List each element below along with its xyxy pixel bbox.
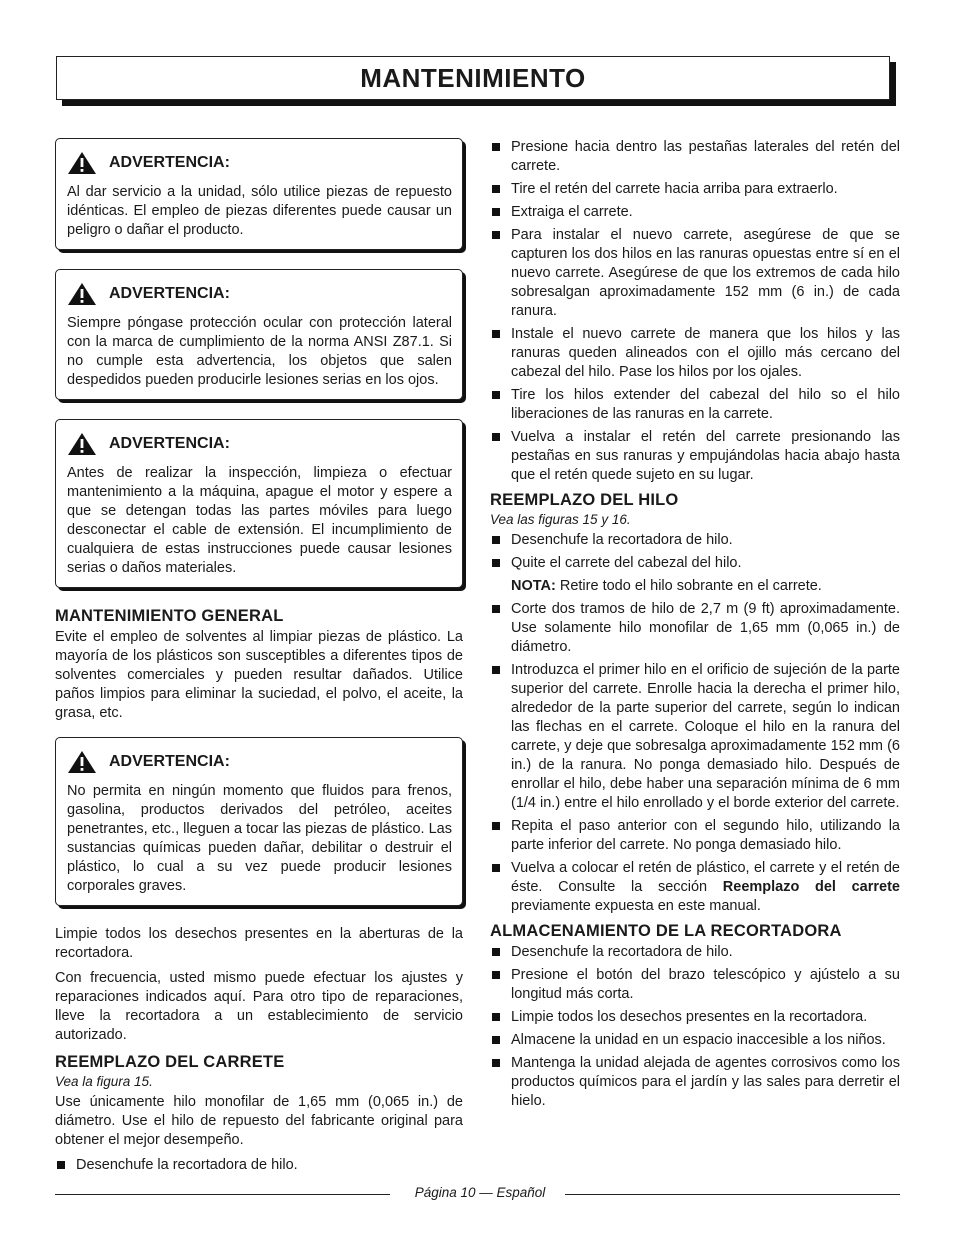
list-item: Extraiga el carrete. bbox=[490, 203, 900, 222]
warning-text: Siempre póngase protección ocular con protección lateral con la marca de cumplimiento de la norma ANSI Z87.1. Si no cumple esta advertencia, los objetos que salen despedidos pueden producirle lesiones serias en los ojos. bbox=[67, 315, 452, 388]
warning-triangle-icon bbox=[67, 282, 97, 306]
almacenamiento-steps bbox=[490, 943, 900, 1111]
warning-box-4 bbox=[55, 737, 463, 906]
warning-text: Al dar servicio a la unidad, sólo utilice piezas de repuesto idénticas. El empleo de piezas diferentes puede causar un peligro o dañar el producto. bbox=[67, 184, 452, 238]
note-text: Retire todo el hilo sobrante en el carrete. bbox=[555, 578, 822, 594]
warning-box-2 bbox=[55, 269, 463, 400]
list-item: Desenchufe la recortadora de hilo. bbox=[55, 1156, 463, 1175]
page-footer bbox=[55, 1185, 900, 1203]
list-item: Repita el paso anterior con el segundo hilo, utilizando la parte inferior del carrete. No ponga demasiado hilo. bbox=[490, 817, 900, 855]
note bbox=[490, 577, 900, 596]
hilo-steps-a bbox=[490, 531, 900, 573]
general-intro: Evite el empleo de solventes al limpiar piezas de plástico. La mayoría de los plásticos son susceptibles a diferentes tipos de solventes comerciales y pueden resultar dañados. Utilice paños limpios para eliminar la suciedad, el polvo, el aceite, la grasa, etc. bbox=[55, 629, 463, 721]
warning-triangle-icon bbox=[67, 432, 97, 456]
warning-label: ADVERTENCIA: bbox=[109, 154, 230, 171]
section-heading-hilo: REEMPLAZO DEL HILO bbox=[490, 491, 679, 509]
list-item: Instale el nuevo carrete de manera que los hilos y las ranuras queden alineados con el ojillo más cercano del cabezal del hilo. Pase los hilos por los ojales. bbox=[490, 325, 900, 382]
list-item: Tire los hilos extender del cabezal del hilo so el hilo liberaciones de las ranuras en la carrete. bbox=[490, 386, 900, 424]
general-paragraph-1: Limpie todos los desechos presentes en la aberturas de la recortadora. bbox=[55, 926, 463, 961]
list-item: Desenchufe la recortadora de hilo. bbox=[490, 531, 900, 550]
carrete-steps-left bbox=[55, 1156, 463, 1175]
cross-reference: Reemplazo del carrete bbox=[722, 879, 900, 895]
right-column bbox=[490, 138, 900, 1115]
carrete-intro: Use únicamente hilo monofilar de 1,65 mm (0,065 in.) de diámetro. Use el hilo de repuesto del fabricante original para obtener el mejor desempeño. bbox=[55, 1094, 463, 1148]
list-item: Limpie todos los desechos presentes en la recortadora. bbox=[490, 1008, 900, 1027]
list-item: Presione hacia dentro las pestañas laterales del retén del carrete. bbox=[490, 138, 900, 176]
warning-box-1 bbox=[55, 138, 463, 250]
section-heading-carrete: REEMPLAZO DEL CARRETE bbox=[55, 1053, 285, 1071]
list-item: Corte dos tramos de hilo de 2,7 m (9 ft) aproximadamente. Use solamente hilo monofilar de 1,65 mm (0,065 in.) de diámetro. bbox=[490, 600, 900, 657]
footer-text: Página 10 — Español bbox=[414, 1185, 546, 1200]
list-item: Quite el carrete del cabezal del hilo. bbox=[490, 554, 900, 573]
list-item: Introduzca el primer hilo en el orificio de sujeción de la parte superior del carrete. Enrolle hacia la derecha el primer hilo, alrededor de la parte superior del carrete, según lo indican las flechas en el carrete. Coloque el hilo en la ranura del carrete, y deje que sobresalga aproximadamente 152 mm (6 in.) de la ranura. No ponga demasiado hilo. Después de enrollar el hilo, debe haber una separación mínima de 6 mm (1/4 in.) entre el hilo enrollado y el borde exterior del carrete. bbox=[490, 661, 900, 813]
general-paragraph-2: Con frecuencia, usted mismo puede efectuar los ajustes y reparaciones indicados aquí. Para otro tipo de reparaciones, lleve la recortadora a un establecimiento de servicio autorizado. bbox=[55, 970, 463, 1043]
warning-triangle-icon bbox=[67, 750, 97, 774]
list-item: Vuelva a colocar el retén de plástico, el carrete y el retén de éste. Consulte la sección Reemplazo del carrete previamente expuesta en este manual. bbox=[490, 859, 900, 916]
list-item: Presione el botón del brazo telescópico y ajústelo a su longitud más corta. bbox=[490, 966, 900, 1004]
warning-triangle-icon bbox=[67, 151, 97, 175]
carrete-steps-right bbox=[490, 138, 900, 485]
list-item: Tire el retén del carrete hacia arriba para extraerlo. bbox=[490, 180, 900, 199]
warning-label: ADVERTENCIA: bbox=[109, 435, 230, 452]
figure-reference: Vea la figura 15. bbox=[55, 1074, 153, 1089]
section-heading-general: MANTENIMIENTO GENERAL bbox=[55, 607, 284, 625]
hilo-steps-b bbox=[490, 600, 900, 916]
note-label: NOTA: bbox=[511, 578, 556, 594]
figure-reference: Vea las figuras 15 y 16. bbox=[490, 512, 631, 527]
warning-text: Antes de realizar la inspección, limpieza o efectuar mantenimiento a la máquina, apague el motor y espere a que se detengan todas las partes móviles para luego desconectar el cable de extensión. El incumplimiento de cualquiera de estas instrucciones puede causar lesiones serias o daños materiales. bbox=[67, 465, 452, 576]
list-item: Mantenga la unidad alejada de agentes corrosivos como los productos químicos para el jardín y las sales para derretir el hielo. bbox=[490, 1054, 900, 1111]
warning-text: No permita en ningún momento que fluidos para frenos, gasolina, productos derivados del petróleo, aceites penetrantes, etc., lleguen a tocar las piezas de plástico. Las sustancias químicas pueden dañar, debilitar o destruir el plástico, lo cual a su vez puede producir lesiones corporales graves. bbox=[67, 783, 452, 894]
list-item: Desenchufe la recortadora de hilo. bbox=[490, 943, 900, 962]
list-item: Vuelva a instalar el retén del carrete presionando las pestañas en sus ranuras y empujándolas hacia abajo hasta que el retén quede sujeto en su lugar. bbox=[490, 428, 900, 485]
warning-label: ADVERTENCIA: bbox=[109, 753, 230, 770]
list-item: Para instalar el nuevo carrete, asegúrese de que se capturen los dos hilos en las ranuras opuestas entre sí en el nuevo carrete. Asegúrese de que los extremos de cada hilo sobresalgan aproximadamente 152 mm (6 in.) de cada ranura. bbox=[490, 226, 900, 321]
list-item: Almacene la unidad en un espacio inaccesible a los niños. bbox=[490, 1031, 900, 1050]
title-box bbox=[56, 56, 890, 100]
footer-rule-left bbox=[55, 1194, 390, 1195]
left-column bbox=[55, 138, 463, 1179]
warning-box-3 bbox=[55, 419, 463, 588]
page-title: MANTENIMIENTO bbox=[360, 63, 586, 93]
warning-label: ADVERTENCIA: bbox=[109, 285, 230, 302]
section-heading-almacenamiento: ALMACENAMIENTO DE LA RECORTADORA bbox=[490, 922, 842, 940]
footer-rule-right bbox=[565, 1194, 900, 1195]
